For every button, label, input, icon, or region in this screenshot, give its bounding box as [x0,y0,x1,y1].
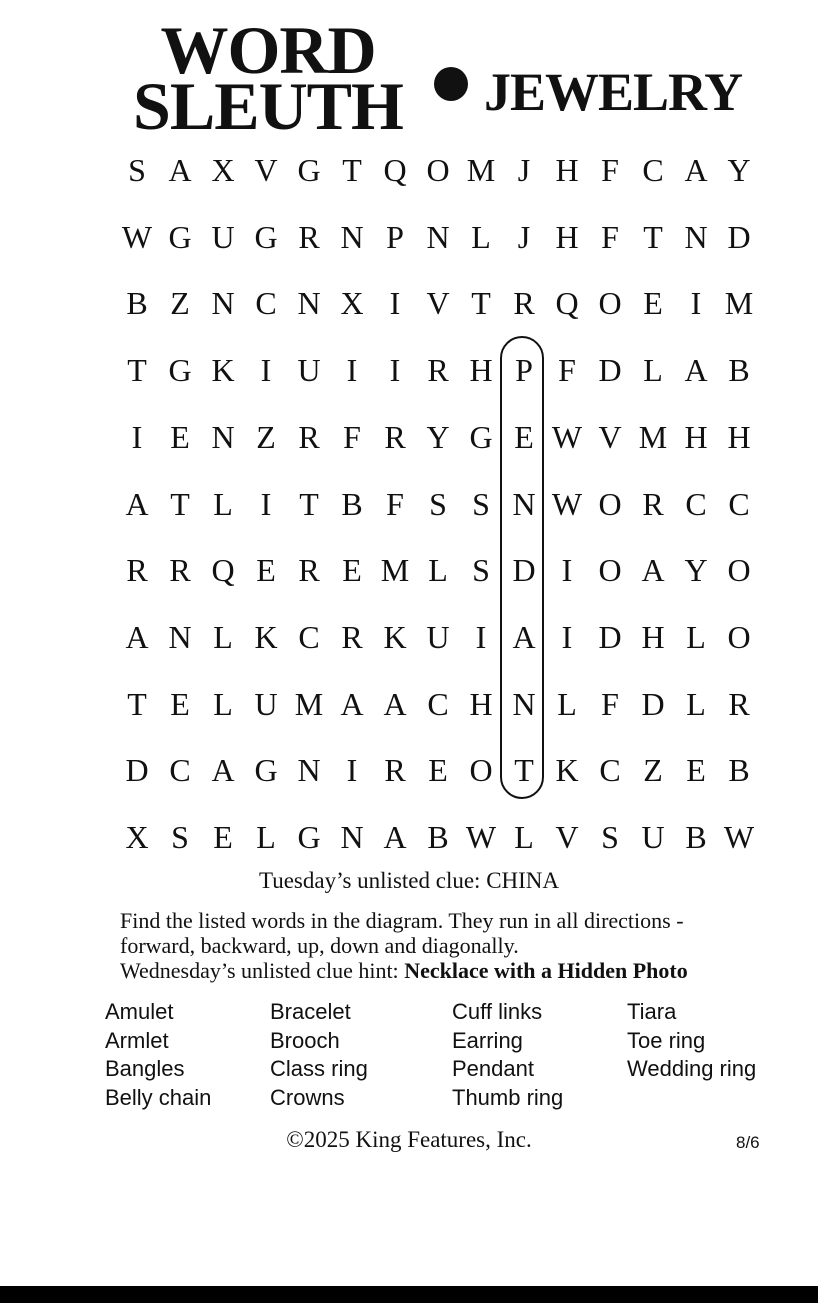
grid-letter: D [598,352,622,389]
grid-letter: H [555,152,579,188]
grid-letter: W [121,218,153,255]
grid-letter: N [512,685,536,722]
grid-letter: A [641,552,665,589]
grid-letter: F [601,152,619,188]
grid-letter: O [598,485,622,522]
word-list-item: Wedding ring [627,1056,757,1081]
grid-letter: A [168,152,192,188]
grid-letter: H [555,218,579,255]
grid-letter: C [255,285,277,322]
word-list-item: Crowns [270,1084,345,1110]
grid-letter: J [517,218,531,255]
grid-letter: C [728,485,750,522]
grid-letter: E [256,552,276,589]
grid-letter: C [685,485,707,522]
grid-letter: R [298,218,320,255]
instructions-line-2: forward, backward, up, down and diagonally. [120,933,519,958]
grid-letter: D [641,685,665,722]
grid-letter: N [211,285,235,322]
grid-letter: K [254,618,278,655]
grid-letter: L [686,685,706,722]
grid-letter: N [340,819,364,855]
grid-letter: I [260,352,272,389]
grid-letter: S [472,552,490,589]
publish-date: 8/6 [736,1133,760,1152]
word-list-item: Pendant [452,1056,534,1081]
grid-letter: G [297,819,321,855]
grid-letter: T [514,752,534,789]
word-list-item: Tiara [627,999,677,1024]
grid-letter: O [727,618,751,655]
grid-letter: Z [643,752,663,789]
yesterday-clue: Tuesday’s unlisted clue: CHINA [258,868,560,893]
grid-letter: I [389,352,401,389]
grid-letter: L [213,618,233,655]
grid-letter: O [598,285,622,322]
grid-letter: T [127,352,147,389]
grid-letter: T [127,685,147,722]
grid-letter: G [254,752,278,789]
word-list-item: Brooch [270,1027,340,1053]
grid-letter: F [601,685,619,722]
grid-letter: S [472,485,490,522]
grid-letter: N [426,218,450,255]
grid-letter: G [297,152,321,188]
grid-letter: R [126,552,148,589]
grid-letter: Y [727,152,751,188]
grid-letter: F [343,418,361,455]
grid-letter: L [471,218,491,255]
grid-letter: U [211,218,235,255]
grid-letter: P [386,218,404,255]
grid-letter: Y [426,418,450,455]
grid-letter: C [169,752,191,789]
grid-letter: E [342,552,362,589]
grid-letter: T [342,152,362,188]
grid-letter: I [389,285,401,322]
grid-letter: C [427,685,449,722]
word-list-item: Cuff links [452,999,543,1024]
word-list-column [105,998,211,1112]
word-list-column [452,998,563,1112]
grid-letter: B [728,752,750,789]
grid-letter: D [125,752,149,789]
grid-letter: E [686,752,706,789]
grid-letter: M [638,418,668,455]
grid-letter: R [298,418,320,455]
grid-letter: C [599,752,621,789]
grid-letter: R [513,285,535,322]
instructions-line-1: Find the listed words in the diagram. They run in all directions - [120,908,684,933]
grid-letter: Z [256,418,276,455]
grid-letter: S [601,819,619,855]
hint-label: Wednesday’s unlisted clue hint: [120,958,405,983]
grid-letter: V [254,152,278,188]
grid-letter: Q [211,552,235,589]
grid-letter: C [642,152,664,188]
grid-letter: A [684,152,708,188]
grid-letter: J [517,152,531,188]
grid-letter: A [684,352,708,389]
word-list-column [627,998,756,1084]
grid-letter: N [512,485,536,522]
grid-letter: A [512,618,536,655]
grid-letter: I [475,618,487,655]
grid-letter: I [260,485,272,522]
grid-letter: L [557,685,577,722]
grid-letter: I [561,618,573,655]
word-list-item: Bracelet [270,999,351,1024]
word-list-item: Class ring [270,1056,368,1081]
grid-letter: F [558,352,576,389]
grid-letter: U [426,618,450,655]
grid-letter: L [428,552,448,589]
grid-letter: N [684,218,708,255]
grid-letter: Z [170,285,190,322]
grid-letter: T [643,218,663,255]
grid-letter: N [340,218,364,255]
grid-letter: M [724,285,754,322]
grid-letter: X [211,152,235,188]
grid-letter: V [598,418,622,455]
grid-letter: O [598,552,622,589]
grid-letter: U [641,819,665,855]
grid-letter: A [383,685,407,722]
grid-letter: R [384,752,406,789]
word-list-item: Thumb ring [452,1084,564,1110]
grid-letter: S [429,485,447,522]
grid-letter: L [213,485,233,522]
grid-letter: Q [555,285,579,322]
grid-letter: I [346,752,358,789]
word-list-column [270,998,368,1112]
puzzle-topic: JEWELRY [484,62,743,122]
grid-letter: A [125,618,149,655]
grid-letter: G [469,418,493,455]
grid-letter: R [341,618,363,655]
grid-letter: V [555,819,579,855]
grid-letter: K [211,352,235,389]
grid-letter: L [514,819,534,855]
grid-letter: B [126,285,148,322]
grid-letter: M [380,552,410,589]
grid-letter: D [512,552,536,589]
grid-letter: T [299,485,319,522]
grid-letter: E [213,819,233,855]
grid-letter: H [469,352,493,389]
grid-letter: W [465,819,497,855]
grid-letter: W [551,485,583,522]
grid-letter: B [341,485,363,522]
grid-letter: N [297,285,321,322]
grid-letter: D [598,618,622,655]
grid-letter: E [170,685,190,722]
grid-letter: E [643,285,663,322]
grid-letter: D [727,218,751,255]
word-list-item: Earring [452,1027,523,1053]
grid-letter: M [294,685,324,722]
grid-letter: O [426,152,450,188]
grid-letter: K [383,618,407,655]
grid-letter: P [515,352,533,389]
grid-letter: F [386,485,404,522]
grid-letter: I [131,418,143,455]
grid-letter: T [170,485,190,522]
grid-letter: X [340,285,364,322]
grid-letter: I [690,285,702,322]
instructions [120,908,770,983]
grid-letter: I [346,352,358,389]
word-list-item: Armlet [105,1027,169,1053]
grid-letter: R [427,352,449,389]
grid-letter: U [254,685,278,722]
grid-letter: O [469,752,493,789]
grid-letter: A [340,685,364,722]
title-line-sleuth: SLEUTH [133,68,403,144]
grid-letter: Q [383,152,407,188]
grid-letter: R [298,552,320,589]
word-list-item: Toe ring [627,1027,706,1053]
grid-letter: N [297,752,321,789]
hint-line [120,958,770,983]
grid-letter: E [514,418,534,455]
grid-letter: W [723,819,755,855]
grid-letter: H [684,418,708,455]
grid-letter: A [211,752,235,789]
grid-letter: G [254,218,278,255]
grid-letter: S [171,819,189,855]
circled-answer-loop [500,336,544,799]
word-list-item: Belly chain [105,1084,212,1110]
grid-letter: L [686,618,706,655]
grid-letter: L [643,352,663,389]
grid-letter: W [551,418,583,455]
grid-letter: A [383,819,407,855]
title-line-word: WORD [160,12,376,88]
grid-letter: N [211,418,235,455]
footer-bar [0,1286,818,1303]
grid-letter: B [728,352,750,389]
grid-letter: E [428,752,448,789]
grid-letter: A [125,485,149,522]
word-list-item: Bangles [105,1056,185,1081]
grid-letter: L [256,819,276,855]
word-list [0,998,818,1118]
grid-letter: L [213,685,233,722]
grid-letter: R [384,418,406,455]
grid-letter: U [297,352,321,389]
word-list-item: Amulet [105,999,174,1024]
grid-letter: H [727,418,751,455]
grid-letter: E [170,418,190,455]
grid-letter: S [128,152,146,188]
grid-letter: R [169,552,191,589]
grid-letter: B [427,819,449,855]
grid-letter: C [298,618,320,655]
grid-letter: G [168,352,192,389]
grid-letter: R [642,485,664,522]
grid-letter: H [469,685,493,722]
grid-letter: V [426,285,450,322]
grid-letter: O [727,552,751,589]
copyright: ©2025 King Features, Inc. [286,1127,532,1152]
grid-letter: B [685,819,707,855]
grid-letter: F [601,218,619,255]
grid-letter: I [561,552,573,589]
grid-letter: T [471,285,491,322]
grid-letter: R [728,685,750,722]
grid-letter: K [555,752,579,789]
grid-letter: G [168,218,192,255]
grid-letter: N [168,618,192,655]
hint-text: Necklace with a Hidden Photo [404,958,688,983]
grid-letter: M [466,152,496,188]
grid-letter: X [125,819,149,855]
grid-letter: H [641,618,665,655]
grid-letter: Y [684,552,708,589]
